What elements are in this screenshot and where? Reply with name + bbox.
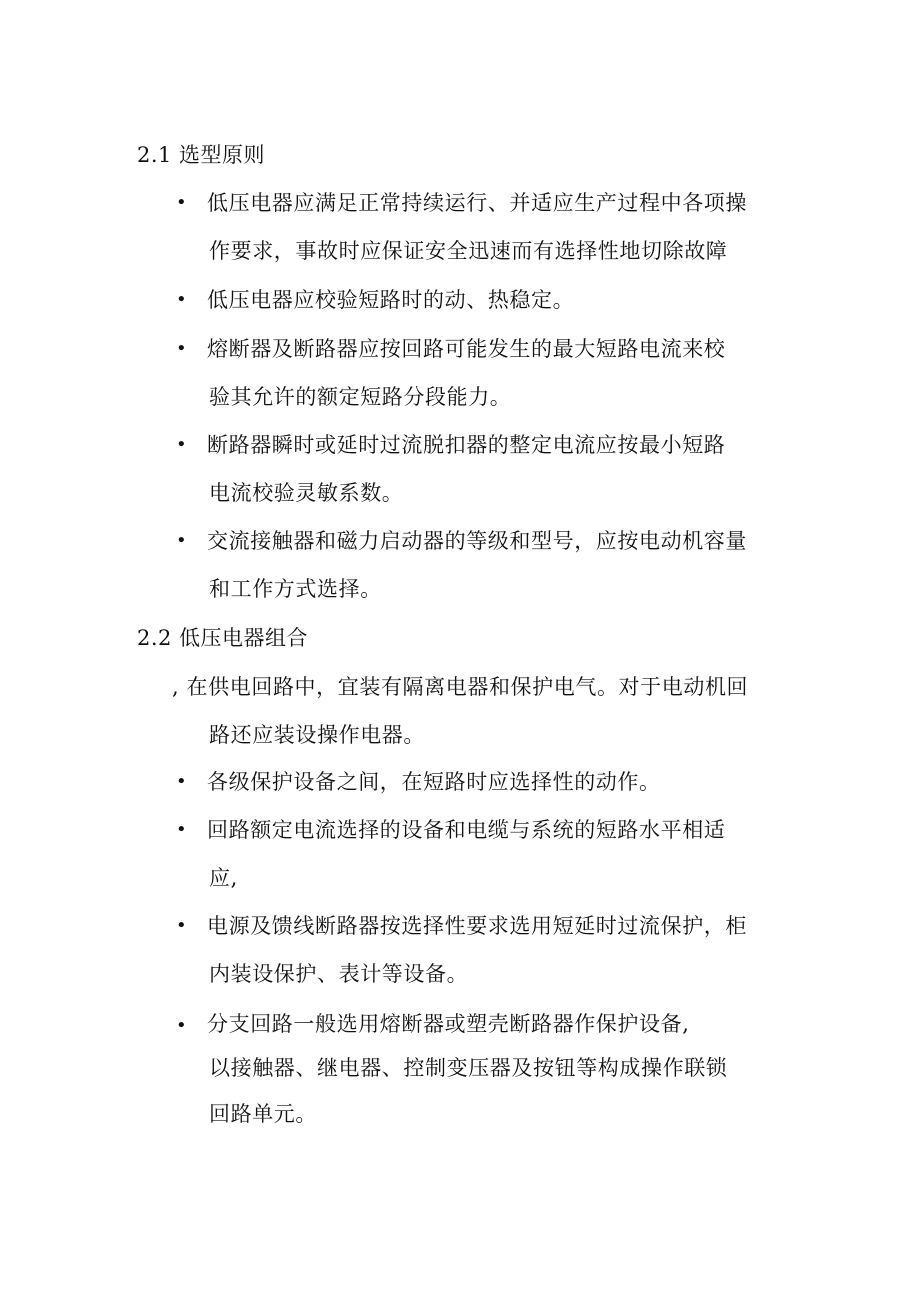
section-title: 选型原则 [179,143,265,167]
list-item-line: 电源及馈线断路器按选择性要求选用短延时过流保护，柜 [207,914,747,938]
bullet-icon: • [176,819,188,840]
list-item-text [176,421,788,517]
list-item-text [176,276,788,324]
list-item [176,1002,788,1138]
list-item [176,758,788,806]
bullet-icon: • [176,771,188,792]
list-item-line: 内装设保护、表计等设备。 [209,962,469,986]
list-item-line: 作要求，事故时应保证安全迅速而有选择性地切除故障 [209,239,728,263]
list-item-text [176,1002,788,1138]
list-item-line: 回路额定电流选择的设备和电缆与系统的短路水平相适 [207,818,726,842]
section-number: 2.1 [137,143,172,167]
list-item [176,517,788,613]
list-item-line: 电流校验灵敏系数。 [209,481,404,505]
list-item-line: 回路单元。 [209,1102,317,1126]
list-item-line: 应, [209,866,238,890]
list-item [176,421,788,517]
list-item-line: 以接触器、继电器、控制变压器及按钮等构成操作联锁 [209,1056,728,1080]
list-item-line: 断路器瞬时或延时过流脱扣器的整定电流应按最小短路 [207,433,726,457]
list-item-line: 交流接触器和磁力启动器的等级和型号，应按电动机容量 [207,529,747,553]
list-item-text [176,758,788,806]
list-item-text [176,902,788,998]
list-item-text [176,517,788,613]
list-item-text [176,325,788,421]
paragraph-line: , 在供电回路中，宜装有隔离电器和保护电气。对于电动机回 [172,675,749,699]
list-item-line: 分支回路一般选用熔断器或塑壳断路器作保护设备, [207,1012,690,1036]
bullet-icon: • [176,192,188,213]
section-heading-2-2 [137,623,308,653]
bullet-icon: • [176,434,188,455]
paragraph-line: 路还应装设操作电器。 [209,723,425,747]
bullet-icon: • [176,530,188,551]
bullet-icon: • [176,915,188,936]
section-number: 2.2 [137,626,172,650]
list-item-line: 低压电器应校验短路时的动、热稳定。 [207,288,575,312]
list-item-line: 各级保护设备之间，在短路时应选择性的动作。 [207,770,661,794]
list-item-line: 低压电器应满足正常持续运行、并适应生产过程中各项操 [207,191,747,215]
list-item [176,179,788,275]
list-item-text [176,179,788,275]
list-item-line: 验其允许的额定短路分段能力。 [209,385,512,409]
section-heading-2-1 [137,140,265,170]
list-item [176,806,788,902]
bullet-icon: • [176,1015,188,1036]
list-item [176,276,788,324]
section-intro-paragraph [172,663,792,759]
list-item [176,325,788,421]
list-item-text [176,806,788,902]
list-item-line: 熔断器及断路器应按回路可能发生的最大短路电流来校 [207,337,726,361]
list-item-line: 和工作方式选择。 [209,577,382,601]
bullet-icon: • [176,338,188,359]
bullet-icon: • [176,289,188,310]
section-title: 低压电器组合 [179,626,308,650]
list-item [176,902,788,998]
